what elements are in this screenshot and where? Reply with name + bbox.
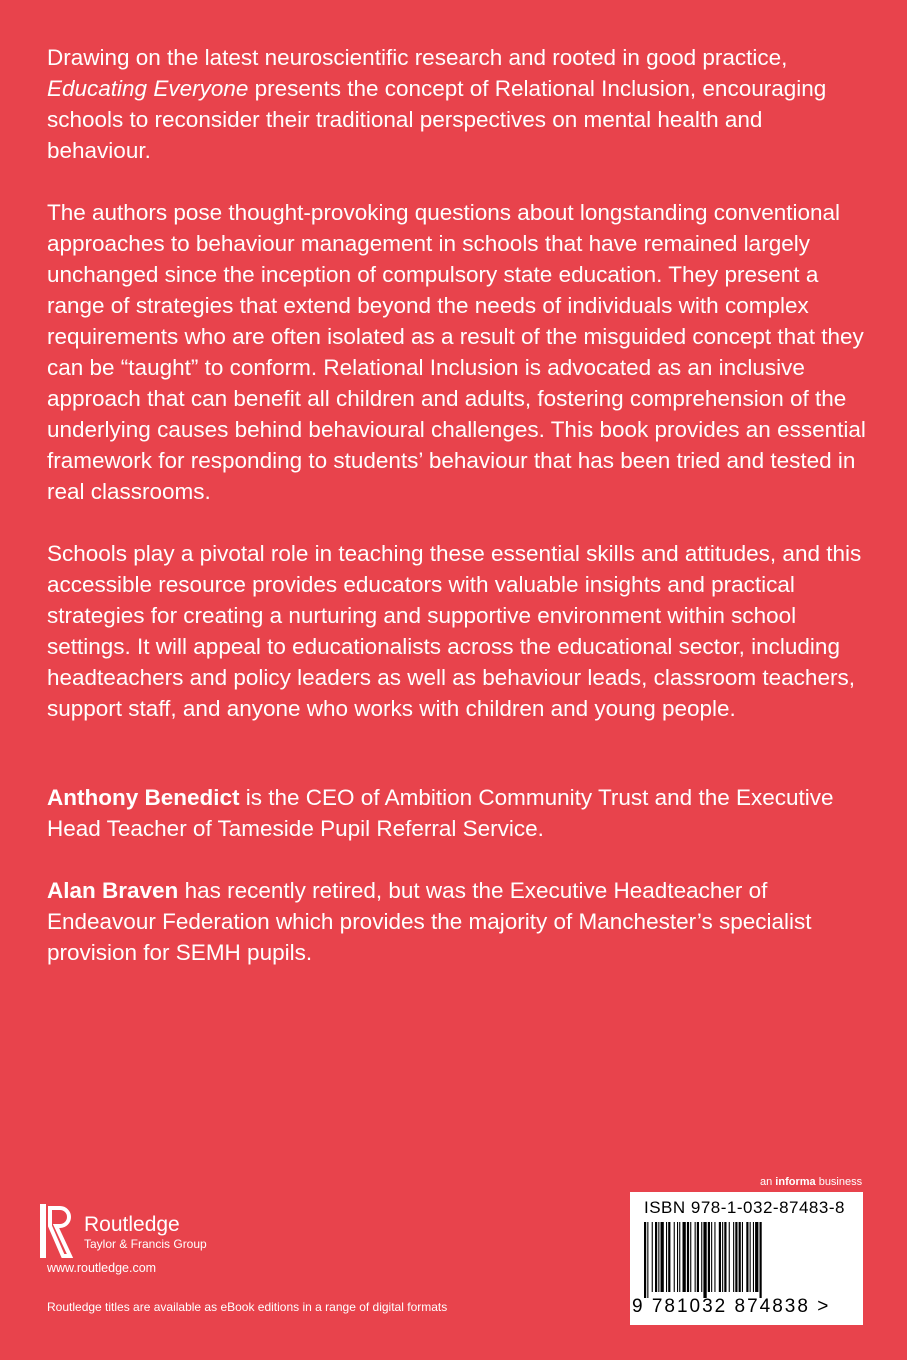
publisher-url[interactable]: www.routledge.com <box>47 1261 157 1275</box>
blurb-text: Drawing on the latest neuroscientific research and rooted in good practice, <box>47 45 788 70</box>
author-bio <box>47 782 869 844</box>
informa-prefix: an <box>760 1176 776 1188</box>
book-title-reference: Educating Everyone <box>47 76 249 101</box>
blurb-paragraph-2: The authors pose thought-provoking questions about longstanding conventional approaches to behaviour management in schools that have remained largely unchanged since the inception of compulsory state education. They present a range of strategies that extend beyond the needs of individuals with complex requirements who are often isolated as a result of the misguided concept that they can be “taught” to conform. Relational Inclusion is advocated as an inclusive approach that can benefit all children and adults, fostering comprehension of the underlying causes behind behavioural challenges. This book provides an essential framework for responding to students’ behaviour that has been tried and tested in real classrooms. <box>47 200 866 504</box>
publisher-group: Taylor & Francis Group <box>84 1236 207 1251</box>
blurb-paragraph-1 <box>47 42 869 166</box>
informa-suffix: business <box>815 1176 863 1188</box>
barcode-bars <box>644 1222 849 1298</box>
blurb-paragraph-3: Schools play a pivotal role in teaching these essential skills and attitudes, and this accessible resource provides educators with valuable insights and practical strategies for creating a nurturing and supportive environment within school settings. It will appeal to educationalists across the educational sector, including headteachers and policy leaders as well as behaviour leads, classroom teachers, support staff, and anyone who works with children and young people. <box>47 541 862 721</box>
author-bio-text: is the CEO of Ambition Community Trust and the Executive Head Teacher of Tameside Pupil Referral Service. <box>47 785 834 841</box>
author-bio <box>47 875 869 968</box>
ebook-note: Routledge titles are available as eBook editions in a range of digital formats <box>47 1300 448 1314</box>
blurb-text: presents the concept of Relational Inclusion, encouraging schools to reconsider their traditional perspectives on mental health and behaviour. <box>47 76 827 163</box>
routledge-logo-icon <box>38 1202 78 1262</box>
isbn-label: ISBN 978-1-032-87483-8 <box>644 1198 845 1217</box>
isbn-barcode <box>630 1192 863 1325</box>
informa-tagline <box>760 1176 862 1188</box>
author-name: Anthony Benedict <box>47 785 240 810</box>
author-bios <box>47 782 869 999</box>
author-name: Alan Braven <box>47 878 179 903</box>
barcode-digits: 9 781032 874838 > <box>632 1296 831 1317</box>
publisher-name: Routledge <box>84 1212 180 1236</box>
author-bio-text: has recently retired, but was the Executive Headteacher of Endeavour Federation which provides the majority of Manchester’s specialist provision for SEMH pupils. <box>47 878 812 965</box>
publisher-logo <box>38 1202 338 1262</box>
informa-brand: informa <box>775 1176 816 1188</box>
blurb <box>47 42 869 755</box>
